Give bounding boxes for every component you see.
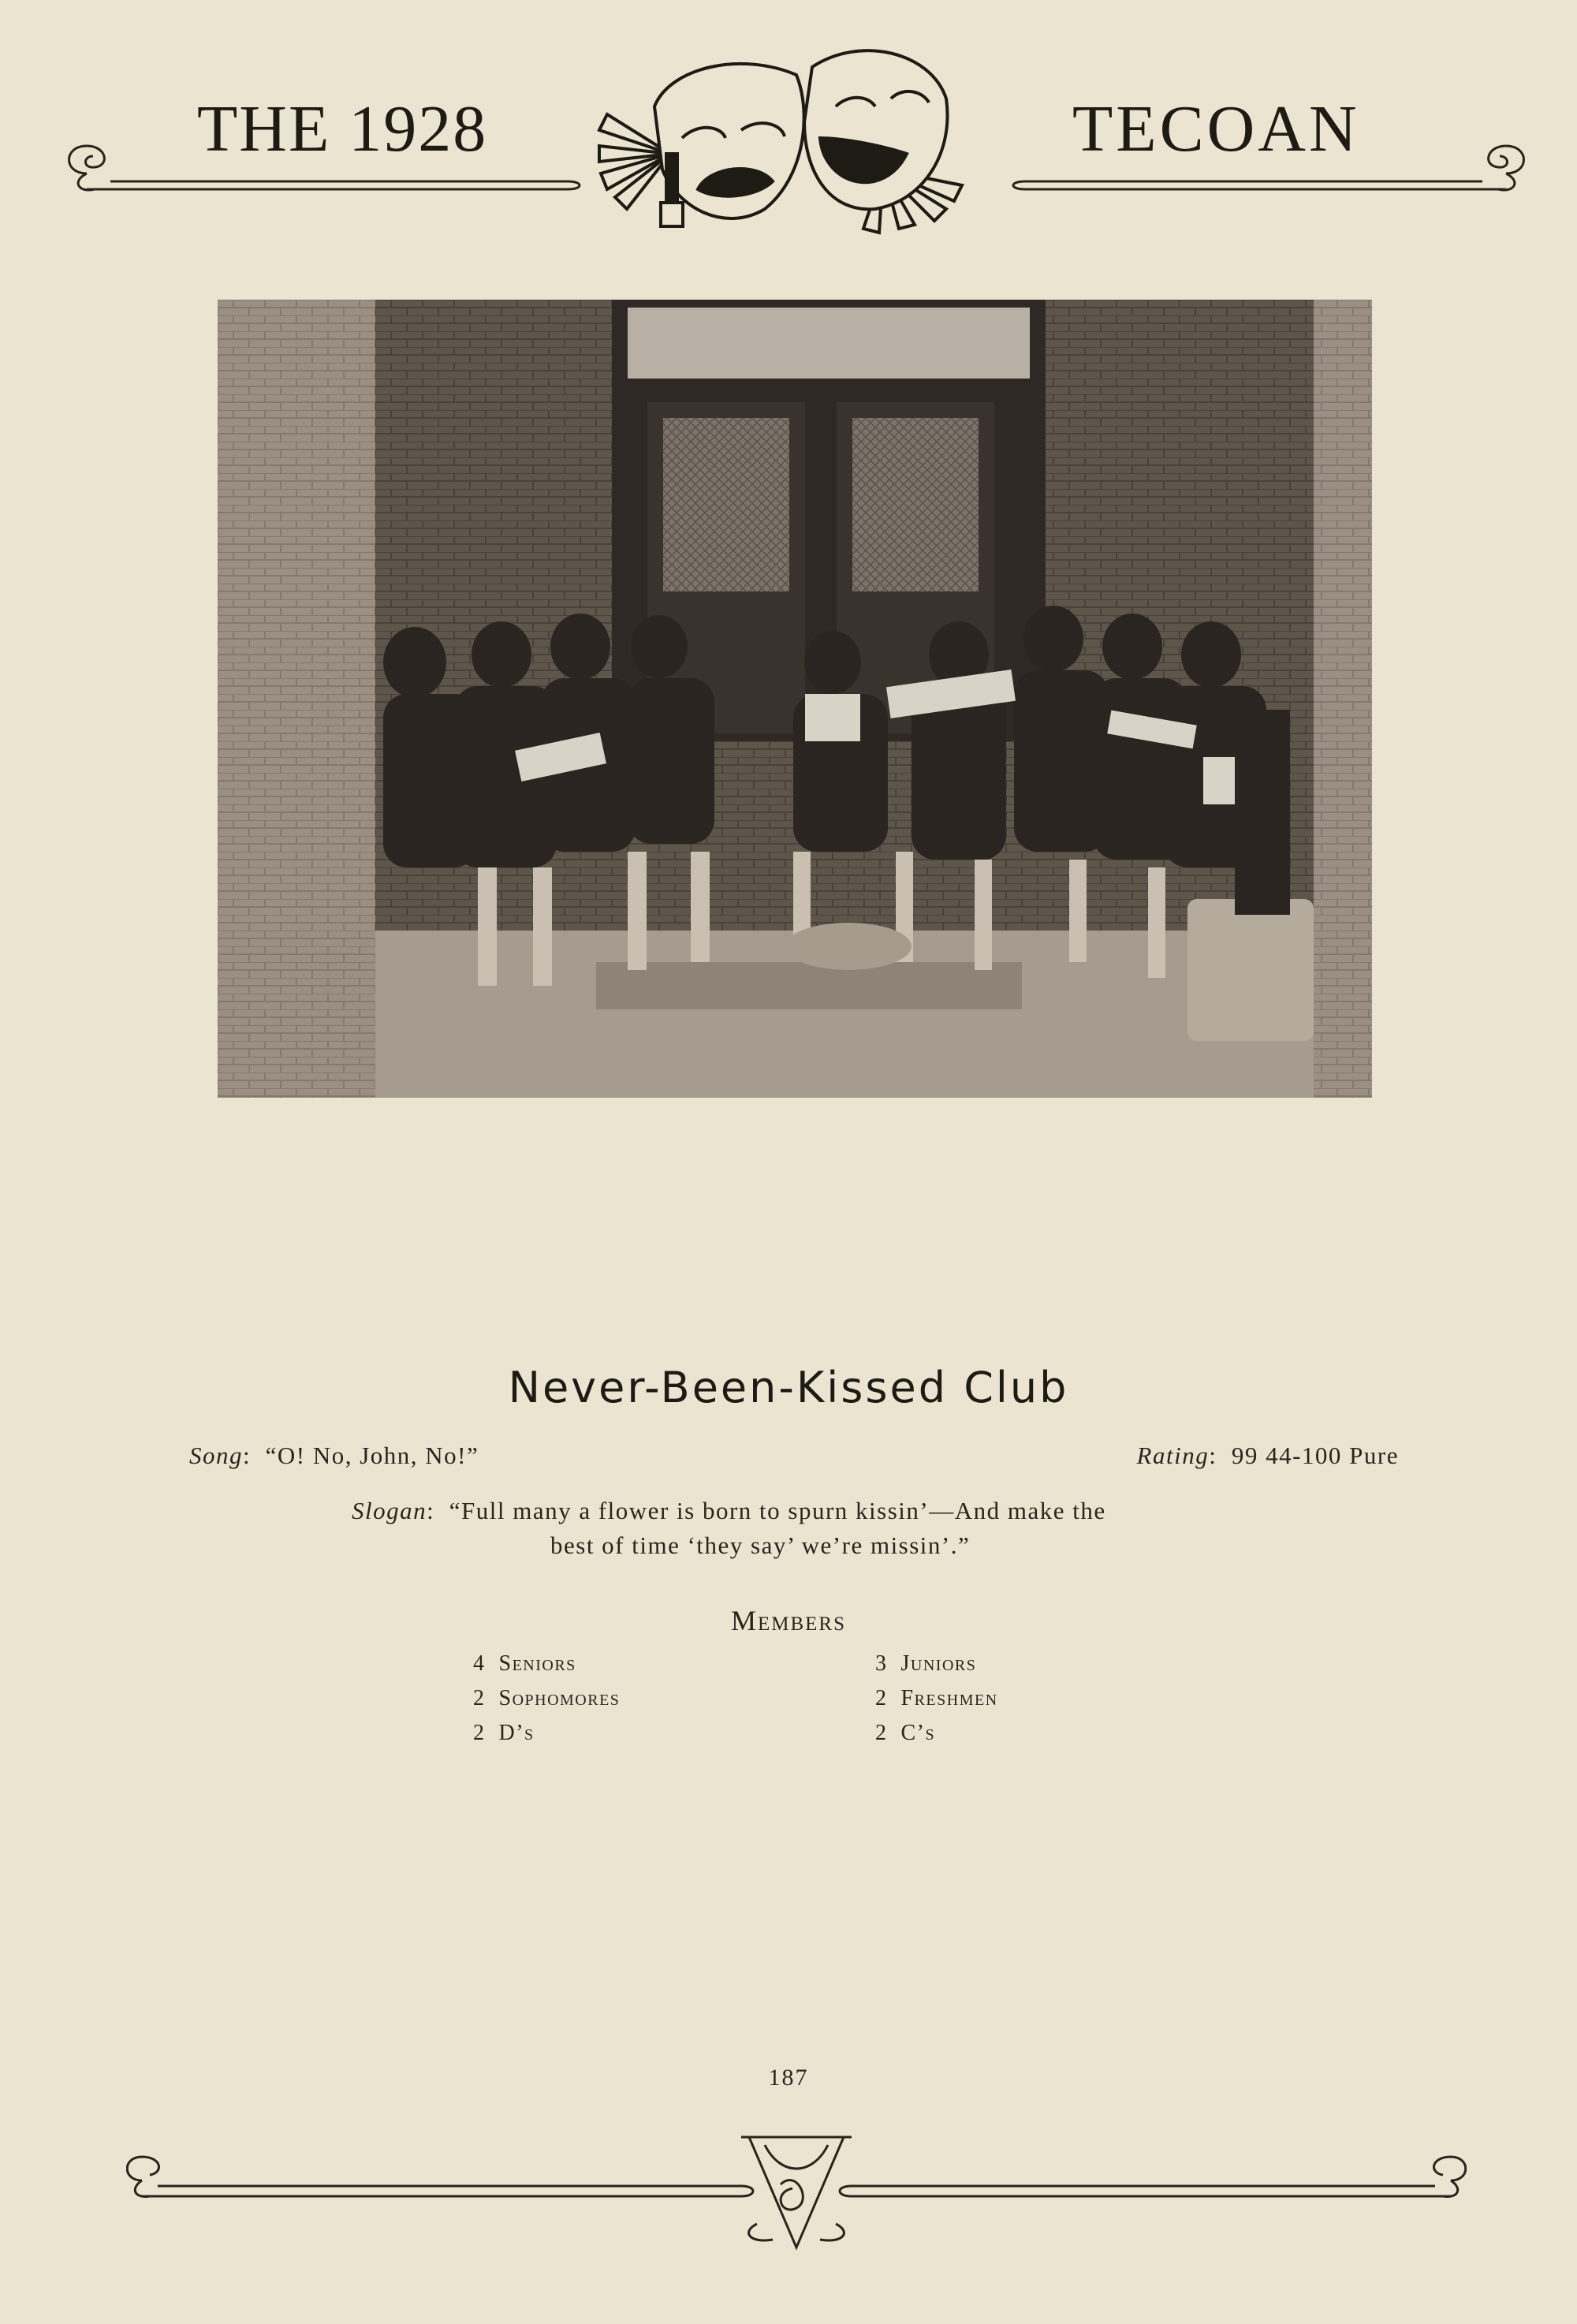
song-line: Song: “O! No, John, No!” [189, 1442, 479, 1469]
member-item [473, 1721, 535, 1746]
member-count: 2 [473, 1721, 486, 1745]
slogan-text-1: “Full many a flower is born to spurn kissin’—And make the [449, 1497, 1106, 1524]
slogan-line-2: best of time ‘they say’ we’re missin’.” [550, 1531, 971, 1559]
member-count: 4 [473, 1651, 486, 1676]
member-item [473, 1651, 576, 1677]
club-title: Never-Been-Kissed Club [508, 1363, 1069, 1412]
member-label: Sophomores [498, 1686, 621, 1710]
member-label: Freshmen [900, 1686, 998, 1710]
rating-line: Rating: 99 44-100 Pure [1136, 1442, 1399, 1469]
member-item [875, 1686, 998, 1711]
member-item [473, 1686, 620, 1711]
member-count: 3 [875, 1651, 888, 1676]
member-label: Seniors [498, 1651, 576, 1676]
header-left-title: THE 1928 [197, 92, 488, 166]
slogan-line-1: Slogan: “Full many a flower is born to spurn kissin’—And make the [352, 1497, 1106, 1524]
member-count: 2 [473, 1686, 486, 1710]
member-label: D’s [498, 1721, 535, 1745]
theater-masks-icon [552, 20, 1041, 241]
rating-value: 99 44-100 Pure [1231, 1442, 1399, 1469]
song-value: “O! No, John, No!” [265, 1442, 479, 1469]
club-group-photo [218, 300, 1372, 1098]
page-number: 187 [768, 2065, 809, 2091]
rating-label: Rating [1136, 1442, 1210, 1469]
member-item [875, 1651, 976, 1677]
members-heading: Members [730, 1605, 847, 1636]
slogan-label: Slogan [352, 1497, 427, 1524]
member-label: Juniors [900, 1651, 977, 1676]
header-right-title: TECOAN [1072, 92, 1360, 166]
member-item [875, 1721, 935, 1746]
member-label: C’s [900, 1721, 936, 1745]
member-count: 2 [875, 1686, 888, 1710]
footer-scroll-rule [126, 2113, 1467, 2255]
song-label: Song [189, 1442, 243, 1469]
member-count: 2 [875, 1721, 888, 1745]
